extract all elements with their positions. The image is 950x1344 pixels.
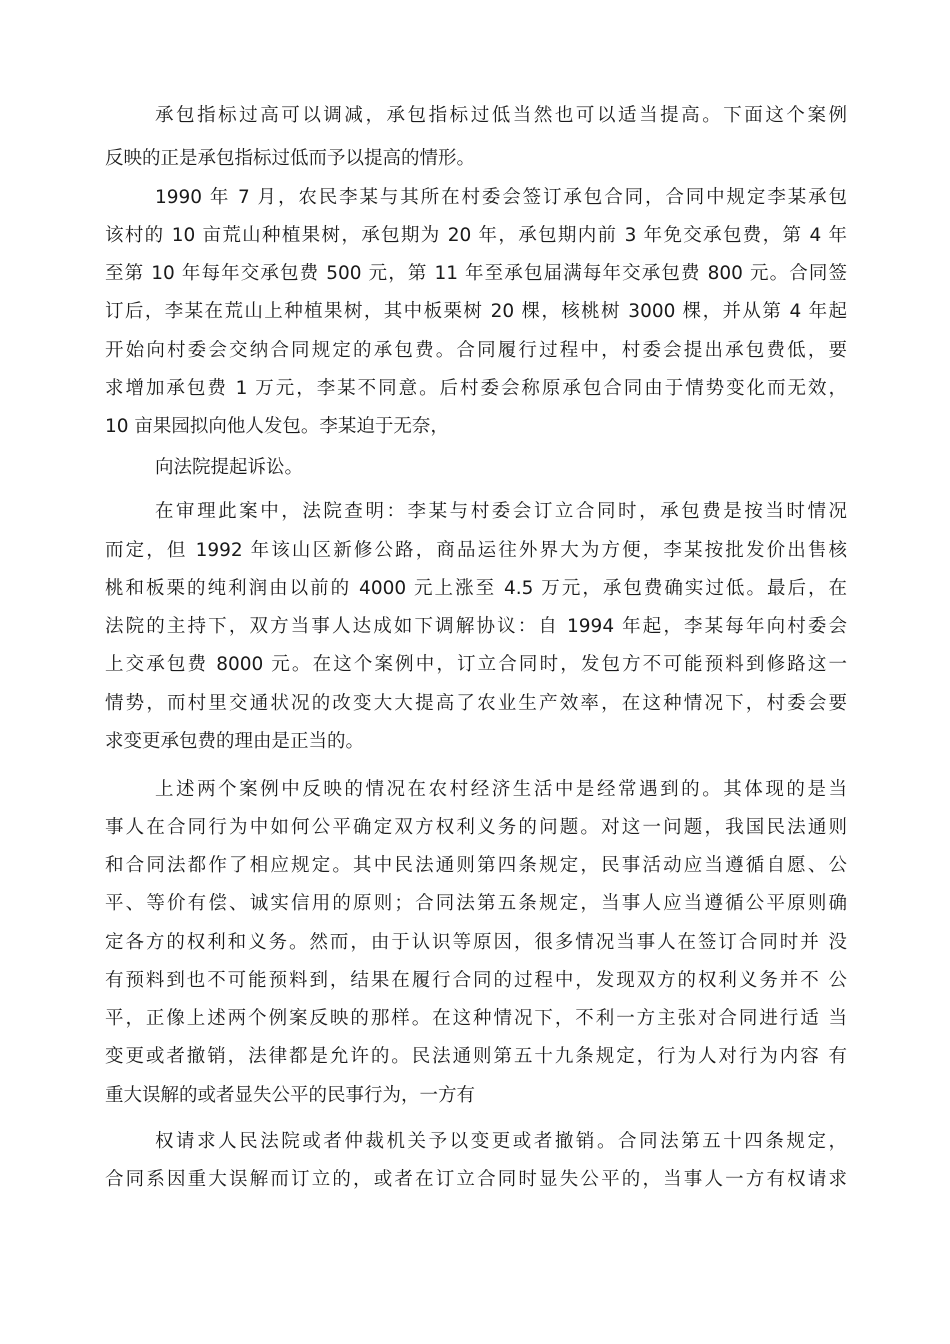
text-line: 求变更承包费的理由是正当的。 xyxy=(105,731,365,752)
text-line: 法院的主持下，双方当事人达成如下调解协议：自 1994 年起，李某每年向村委会 xyxy=(105,616,847,637)
text-line: 有预料到也不可能预料到，结果在履行合同的过程中，发现双方的权利义务并不 公 xyxy=(105,970,847,991)
text-line: 而定，但 1992 年该山区新修公路，商品运往外界大为方便，李某按批发价出售核 xyxy=(105,540,847,561)
text-line: 1990 年 7 月，农民李某与其所在村委会签订承包合同，合同中规定李某承包 xyxy=(155,187,847,208)
text-line: 向法院提起诉讼。 xyxy=(155,457,304,478)
text-line: 平，正像上述两个例案反映的那样。在这种情况下，不利一方主张对合同进行适 当 xyxy=(105,1008,847,1029)
text-line: 变更或者撤销，法律都是允许的。民法通则第五十九条规定，行为人对行为内容 有 xyxy=(105,1046,847,1067)
text-line: 上交承包费 8000 元。在这个案例中，订立合同时，发包方不可能预料到修路这一 xyxy=(105,654,847,675)
text-line: 求增加承包费 1 万元，李某不同意。后村委会称原承包合同由于情势变化而无效， xyxy=(105,378,847,399)
text-line: 至第 10 年每年交承包费 500 元，第 11 年至承包届满每年交承包费 800 元。合同签 xyxy=(105,263,847,284)
text-line: 权请求人民法院或者仲裁机关予以变更或者撤销。合同法第五十四条规定， xyxy=(155,1131,847,1152)
text-line: 该村的 10 亩荒山种植果树，承包期为 20 年，承包期内前 3 年免交承包费，第 4 年 xyxy=(105,225,847,246)
text-line: 开始向村委会交纳合同规定的承包费。合同履行过程中，村委会提出承包费低，要 xyxy=(105,340,847,361)
text-line: 合同系因重大误解而订立的，或者在订立合同时显失公平的，当事人一方有权请求 xyxy=(105,1169,847,1190)
text-line: 桃和板栗的纯利润由以前的 4000 元上涨至 4.5 万元，承包费确实过低。最后，在 xyxy=(105,578,847,599)
text-line: 10 亩果园拟向他人发包。李某迫于无奈， xyxy=(105,416,449,437)
text-line: 定各方的权利和义务。然而，由于认识等原因，很多情况当事人在签订合同时并 没 xyxy=(105,932,847,953)
text-line: 承包指标过高可以调减，承包指标过低当然也可以适当提高。下面这个案例 xyxy=(155,105,847,126)
text-line: 上述两个案例中反映的情况在农村经济生活中是经常遇到的。其体现的是当 xyxy=(155,779,847,800)
text-line: 平、等价有偿、诚实信用的原则；合同法第五条规定，当事人应当遵循公平原则确 xyxy=(105,893,847,914)
text-line: 情势，而村里交通状况的改变大大提高了农业生产效率，在这种情况下，村委会要 xyxy=(105,693,847,714)
text-line: 订后，李某在荒山上种植果树，其中板栗树 20 棵，核桃树 3000 棵，并从第 4 年起 xyxy=(105,301,847,322)
text-line: 事人在合同行为中如何公平确定双方权利义务的问题。对这一问题，我国民法通则 xyxy=(105,817,847,838)
text-line: 和合同法都作了相应规定。其中民法通则第四条规定，民事活动应当遵循自愿、公 xyxy=(105,855,847,876)
text-line: 重大误解的或者显失公平的民事行为，一方有 xyxy=(105,1085,476,1106)
text-line: 反映的正是承包指标过低而予以提高的情形。 xyxy=(105,148,476,169)
text-line: 在审理此案中，法院查明：李某与村委会订立合同时，承包费是按当时情况 xyxy=(155,501,847,522)
